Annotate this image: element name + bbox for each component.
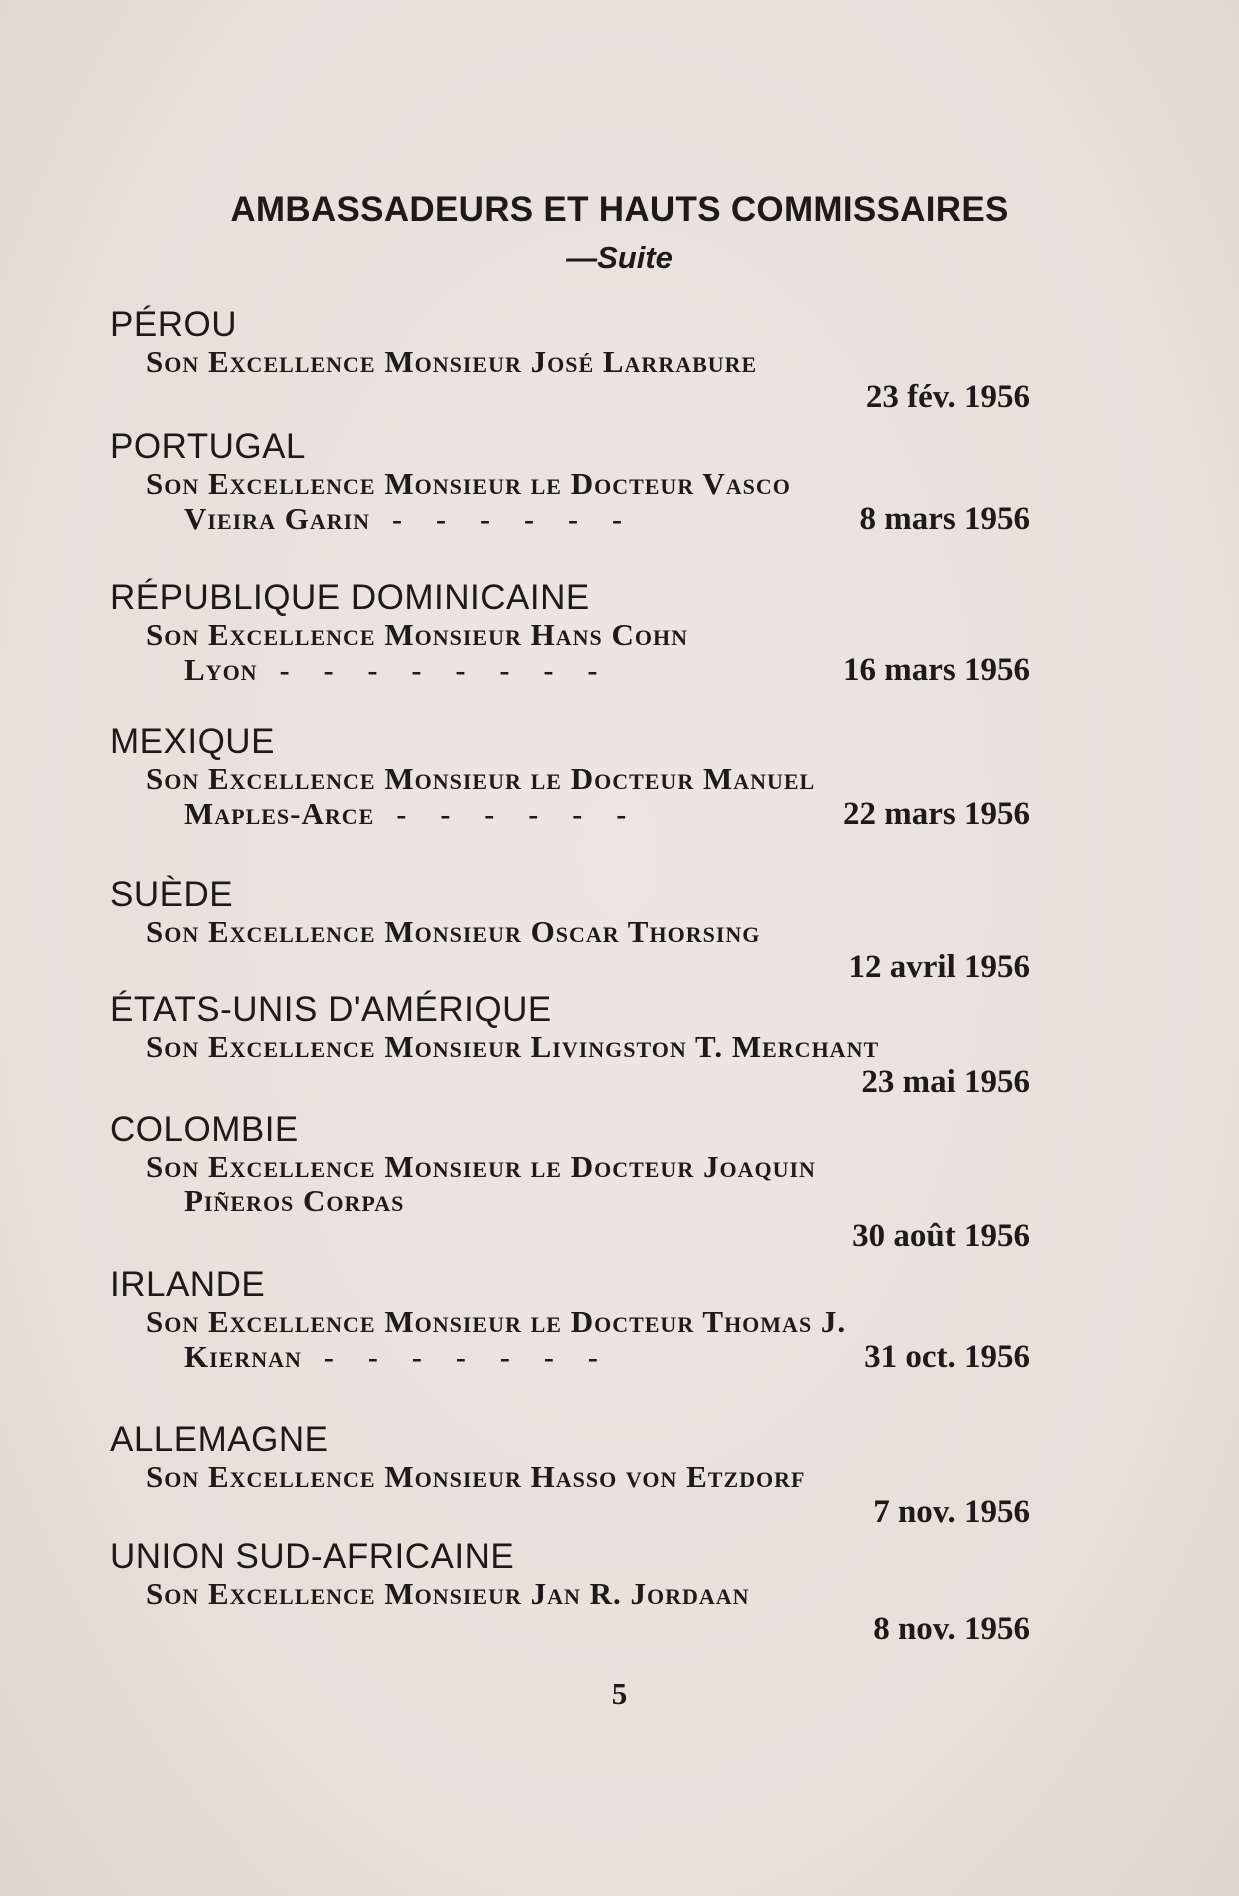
entry-union-sud-africaine xyxy=(110,1537,1030,1647)
ambassador-line: Son Excellence Monsieur José Larrabure xyxy=(146,344,758,379)
page-heading: AMBASSADEURS ET HAUTS COMMISSAIRES xyxy=(230,190,1009,229)
entry-etats-unis xyxy=(110,990,1030,1100)
ambassador-name-continued: Kiernan xyxy=(184,1339,302,1374)
country-name: PORTUGAL xyxy=(110,427,306,466)
ambassador-line-continued xyxy=(110,796,1030,832)
entry-republique-dominicaine xyxy=(110,578,1030,688)
entry-perou xyxy=(110,305,1030,415)
country-name: ÉTATS-UNIS D'AMÉRIQUE xyxy=(110,990,552,1029)
ambassador-line-continued: Piñeros Corpas xyxy=(184,1183,405,1218)
appointment-date: 8 nov. 1956 xyxy=(873,1611,1030,1647)
ambassador-line: Son Excellence Monsieur le Docteur Thomas J. xyxy=(146,1304,847,1339)
leader-dots: ------- xyxy=(323,1341,632,1374)
entry-portugal xyxy=(110,427,1030,537)
ambassador-line-continued xyxy=(110,501,1030,537)
ambassador-name-continued: Maples-Arce xyxy=(184,796,375,831)
country-name: ALLEMAGNE xyxy=(110,1420,329,1459)
ambassador-line: Son Excellence Monsieur Hans Cohn xyxy=(146,617,688,652)
appointment-date: 23 mai 1956 xyxy=(861,1064,1030,1100)
appointment-date: 7 nov. 1956 xyxy=(873,1494,1030,1530)
appointment-date: 8 mars 1956 xyxy=(859,501,1030,537)
ambassador-line: Son Excellence Monsieur Jan R. Jordaan xyxy=(146,1576,750,1611)
ambassador-line: Son Excellence Monsieur Hasso von Etzdorf xyxy=(146,1459,806,1494)
page-subheading: —Suite xyxy=(566,240,673,275)
country-name: RÉPUBLIQUE DOMINICAINE xyxy=(110,578,590,617)
country-name: IRLANDE xyxy=(110,1265,266,1304)
ambassador-line: Son Excellence Monsieur Livingston T. Merchant xyxy=(146,1029,880,1064)
ambassador-name-continued: Vieira Garin xyxy=(184,501,371,536)
appointment-date: 16 mars 1956 xyxy=(843,652,1030,688)
ambassador-line: Son Excellence Monsieur le Docteur Vasco xyxy=(146,466,791,501)
ambassador-line: Son Excellence Monsieur le Docteur Manuel xyxy=(146,761,816,796)
leader-dots: ------ xyxy=(396,798,661,831)
ambassador-line: Son Excellence Monsieur le Docteur Joaquin xyxy=(146,1149,816,1184)
entry-irlande xyxy=(110,1265,1030,1375)
entry-suede xyxy=(110,875,1030,985)
ambassador-name-continued: Lyon xyxy=(184,652,258,687)
country-name: UNION SUD-AFRICAINE xyxy=(110,1537,515,1576)
appointment-date: 23 fév. 1956 xyxy=(865,379,1030,415)
appointment-date: 22 mars 1956 xyxy=(843,796,1030,832)
appointment-date: 30 août 1956 xyxy=(852,1218,1030,1254)
ambassador-line-continued xyxy=(110,1339,1030,1375)
ambassador-line: Son Excellence Monsieur Oscar Thorsing xyxy=(146,914,761,949)
country-name: SUÈDE xyxy=(110,875,234,914)
ambassador-line-continued xyxy=(110,652,1030,688)
appointment-date: 31 oct. 1956 xyxy=(864,1339,1030,1375)
appointment-date: 12 avril 1956 xyxy=(848,949,1030,985)
entry-mexique xyxy=(110,722,1030,832)
entry-allemagne xyxy=(110,1420,1030,1530)
country-name: COLOMBIE xyxy=(110,1110,299,1149)
page-number: 5 xyxy=(611,1676,628,1711)
country-name: PÉROU xyxy=(110,305,237,344)
leader-dots: ------ xyxy=(392,503,656,536)
entry-colombie xyxy=(110,1110,1030,1254)
country-name: MEXIQUE xyxy=(110,722,275,761)
leader-dots: -------- xyxy=(279,654,632,687)
